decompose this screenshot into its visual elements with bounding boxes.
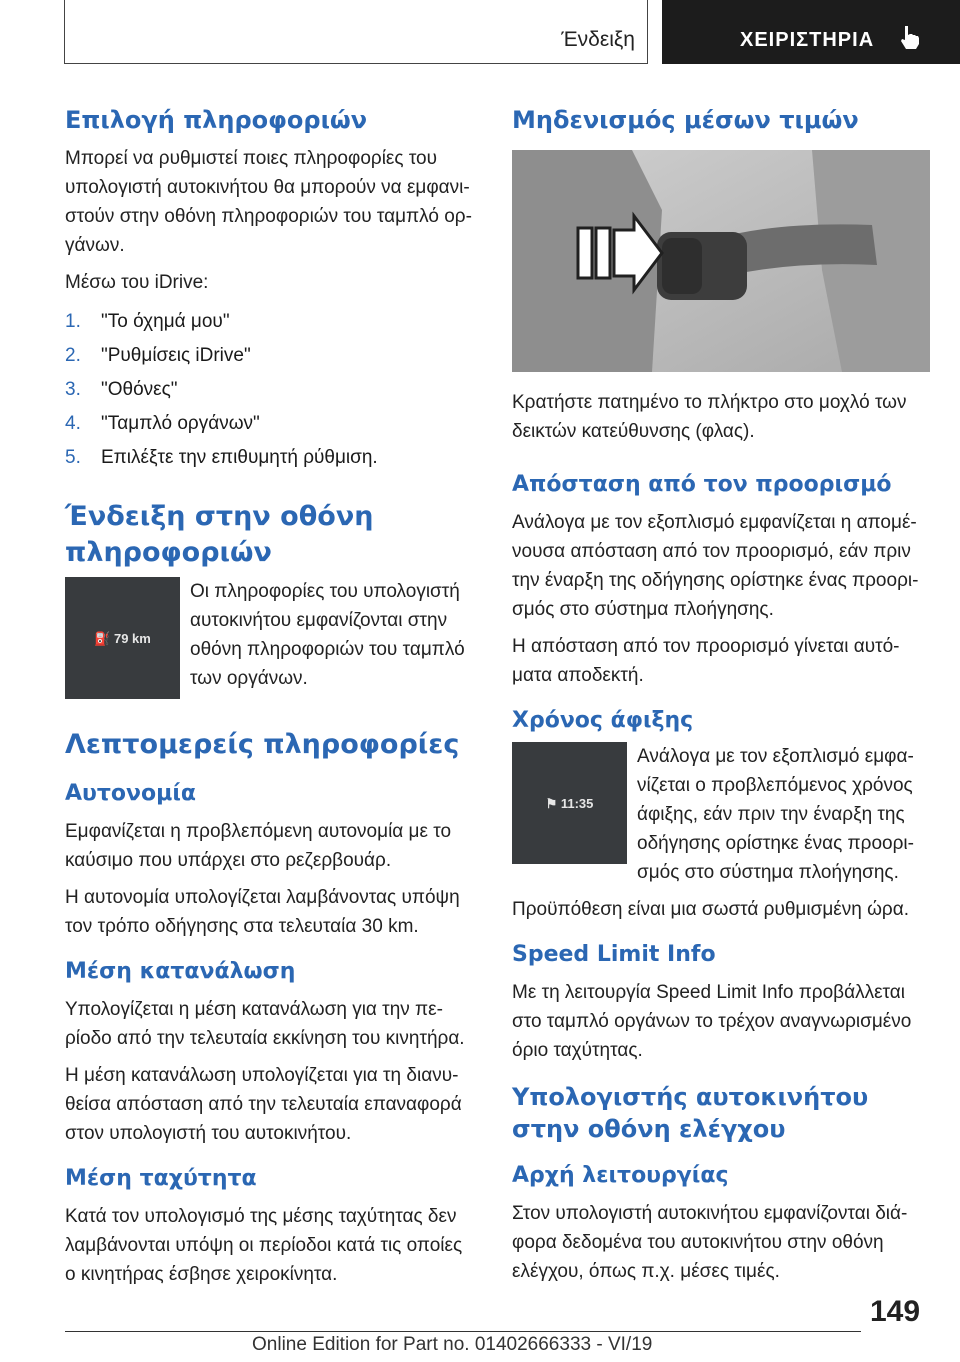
- consumption-p2: Η μέση κατανάλωση υπολογίζεται για τη διανυθείσα απόσταση από την τελευταία επαναφορά στον υπολογιστή του αυτοκινήτου.: [65, 1065, 462, 1144]
- speed-limit-text: Με τη λειτουργία Speed Limit Info προβάλλεται στο ταμπλό οργάνων το τρέχον αναγνωρισμένο όριο ταχύτητας.: [512, 982, 912, 1061]
- details-heading: Λεπτομερείς πληροφορίες: [65, 729, 460, 760]
- distance-p2: Η απόσταση από τον προορισμό γίνεται αυτόματα αποδεκτή.: [512, 636, 900, 686]
- page-number: 149: [870, 1295, 921, 1328]
- right-column: [512, 104, 930, 1286]
- fuel-pump-icon: ⛽: [94, 631, 111, 646]
- turn-signal-stalk-photo: [512, 150, 930, 372]
- range-display-value: 79 km: [113, 631, 151, 646]
- display-heading: Ένδειξη στην οθόνη πληροφοριών: [65, 501, 374, 568]
- control-display-text: Στον υπολογιστή αυτοκινήτου εμφανίζονται διάφορα δεδομένα του αυτοκινήτου στην οθόνη ελέγχου, όπως π.χ. μέσες τιμές.: [512, 1203, 908, 1282]
- display-text: Οι πληροφορίες του υπολογιστή αυτοκινήτου εμφανίζονται στην οθόνη πληροφοριών του ταμπλό των οργάνων.: [190, 581, 465, 689]
- distance-p1: Ανάλογα με τον εξοπλισμό εμφανίζεται η απομένουσα απόσταση από τον προορισμό, εάν πριν την έναρξη της οδήγησης ορίστηκε ένας προορισμός στο σύστημα πλοήγησης.: [512, 512, 919, 620]
- range-display-image: [65, 577, 180, 699]
- consumption-p1: Υπολογίζεται η μέση κατανάλωση για την περίοδο από την τελευταία εκκίνηση του κινητήρα.: [65, 999, 465, 1049]
- info-select-heading: Επιλογή πληροφοριών: [65, 106, 368, 134]
- footer-divider: [65, 1331, 861, 1332]
- range-p2: Η αυτονομία υπολογίζεται λαμβάνοντας υπόψη τον τρόπο οδήγησης στα τελευταία 30 km.: [65, 887, 460, 937]
- arrival-display-value: 11:35: [560, 796, 594, 811]
- info-select-intro: Μπορεί να ρυθμιστεί ποιες πληροφορίες του υπολογιστή αυτοκινήτου θα μπορούν να εμφανιστούν στην οθόνη πληροφοριών του ταμπλό οργάνων.: [65, 148, 472, 256]
- speed-limit-heading: Speed Limit Info: [512, 942, 716, 967]
- range-heading: Αυτονομία: [65, 781, 197, 806]
- control-display-subheading: Αρχή λειτουργίας: [512, 1163, 729, 1188]
- section-tab-label: Ένδειξη: [561, 28, 635, 51]
- chapter-tab-label: ΧΕΙΡΙΣΤΗΡΙΑ: [740, 29, 875, 51]
- info-select-via: Μέσω του iDrive:: [65, 272, 209, 293]
- arrival-text: Ανάλογα με τον εξοπλισμό εμφανίζεται ο προβλεπόμενος χρόνος άφιξης, εάν πριν την έναρξη της οδήγησης ορίστηκε ένας προορισμός στο σύστημα πλοήγησης.: [637, 746, 914, 883]
- arrival-heading: Χρόνος άφιξης: [512, 708, 694, 733]
- arrival-note: Προϋπόθεση είναι μια σωστά ρυθμισμένη ώρα.: [512, 899, 909, 920]
- left-column: [65, 104, 475, 1289]
- header-chapter-tab: [662, 0, 960, 64]
- footer-edition: Online Edition for Part no. 01402666333 - VI/19: [252, 1334, 653, 1355]
- info-select-steps: [65, 305, 475, 475]
- consumption-heading: Μέση κατανάλωση: [65, 959, 296, 984]
- list-item: 4. "Ταμπλό οργάνων": [65, 413, 260, 434]
- list-item: 5. Επιλέξτε την επιθυμητή ρύθμιση.: [65, 447, 378, 468]
- reset-heading: Μηδενισμός μέσων τιμών: [512, 106, 859, 134]
- avg-speed-heading: Μέση ταχύτητα: [65, 1166, 257, 1191]
- list-item: 2. "Ρυθμίσεις iDrive": [65, 345, 251, 366]
- list-item: 3. "Οθόνες": [65, 379, 178, 400]
- hand-pointing-icon: [898, 24, 922, 50]
- arrival-display-image: [512, 742, 627, 864]
- list-item: 1. "Το όχημά μου": [65, 311, 230, 332]
- avg-speed-p1: Κατά τον υπολογισμό της μέσης ταχύτητας δεν λαμβάνονται υπόψη οι περίοδοι κατά τις οποίες ο κινητήρας έσβησε χειροκίνητα.: [65, 1206, 463, 1285]
- distance-heading: Απόσταση από τον προορισμό: [512, 472, 892, 497]
- control-display-heading: Υπολογιστής αυτοκινήτου στην οθόνη ελέγχου: [512, 1083, 869, 1143]
- header-section-tab: [64, 0, 648, 64]
- flag-icon: ⚑: [545, 796, 558, 811]
- range-p1: Εμφανίζεται η προβλεπόμενη αυτονομία με το καύσιμο που υπάρχει στο ρεζερβουάρ.: [65, 821, 452, 871]
- reset-caption: Κρατήστε πατημένο το πλήκτρο στο μοχλό των δεικτών κατεύθυνσης (φλας).: [512, 392, 907, 442]
